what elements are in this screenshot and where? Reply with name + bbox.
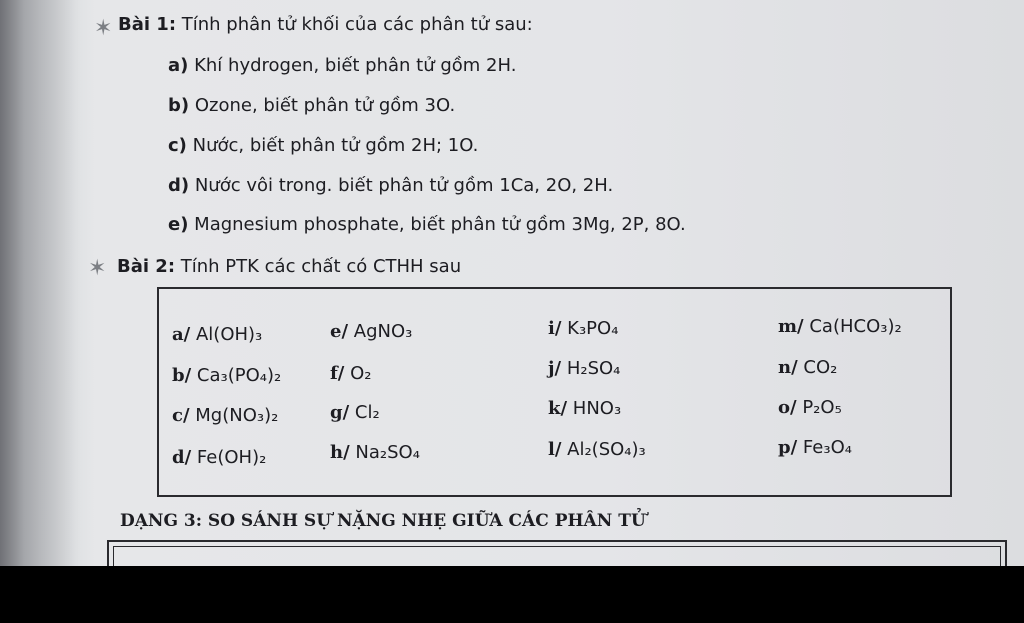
bai1-item-a (168, 55, 516, 76)
item-text: Ozone, biết phân tử gồm 3O. (189, 95, 456, 116)
star-mark-icon: ✶ (94, 16, 113, 41)
cell-label: i/ (548, 318, 562, 339)
cell-formula: K₃PO₄ (567, 318, 619, 339)
formula-cell-h (330, 442, 420, 463)
item-label: b) (168, 95, 190, 116)
formula-cell-a (172, 324, 262, 345)
cell-formula: Fe(OH)₂ (196, 447, 267, 468)
formula-cell-j (548, 358, 620, 379)
item-label: c) (168, 135, 187, 156)
cell-formula: CO₂ (803, 357, 838, 378)
bottom-black-bar (0, 566, 1024, 623)
formula-cell-d (172, 447, 266, 468)
bai2-label: Bài 2: (117, 256, 176, 277)
dang3-inner-box (113, 546, 1001, 566)
star-mark-icon: ✶ (88, 256, 107, 281)
cell-label: a/ (172, 324, 191, 345)
item-text: Magnesium phosphate, biết phân tử gồm 3Mg, 2P, 8O. (188, 214, 686, 235)
item-text: Khí hydrogen, biết phân tử gồm 2H. (188, 55, 517, 76)
cell-formula: O₂ (350, 363, 372, 384)
item-label: a) (168, 55, 189, 76)
formula-cell-m (778, 316, 902, 337)
bai2-text: Tính PTK các chất có CTHH sau (175, 256, 462, 277)
dang3-box (107, 540, 1007, 566)
formula-cell-g (330, 402, 380, 423)
cell-formula: HNO₃ (572, 398, 622, 419)
bai1-item-b (168, 95, 455, 116)
cell-label: p/ (778, 437, 798, 458)
cell-formula: Cl₂ (354, 402, 380, 423)
bai1-text: Tính phân tử khối của các phân tử sau: (176, 14, 533, 35)
formula-cell-f (330, 363, 371, 384)
item-text: Nước, biết phân tử gồm 2H; 1O. (186, 135, 479, 156)
cell-label: k/ (548, 398, 568, 419)
bai1-title (118, 14, 533, 35)
formula-cell-n (778, 357, 837, 378)
dang3-heading: DẠNG 3: SO SÁNH SỰ NẶNG NHẸ GIỮA CÁC PHÂN TỬ (120, 511, 646, 531)
formula-cell-o (778, 397, 842, 418)
cell-formula: P₂O₅ (802, 397, 842, 418)
page-gutter-shadow (0, 0, 80, 566)
cell-label: f/ (330, 363, 345, 384)
bai1-item-e (168, 214, 686, 235)
formula-cell-p (778, 437, 852, 458)
cell-label: n/ (778, 357, 798, 378)
cell-label: d/ (172, 447, 192, 468)
cell-label: g/ (330, 402, 350, 423)
cell-label: j/ (548, 358, 562, 379)
cell-label: h/ (330, 442, 350, 463)
cell-label: o/ (778, 397, 797, 418)
cell-label: c/ (172, 405, 190, 426)
formula-cell-i (548, 318, 618, 339)
cell-formula: Na₂SO₄ (355, 442, 420, 463)
cell-label: b/ (172, 365, 192, 386)
formula-cell-k (548, 398, 621, 419)
cell-formula: Fe₃O₄ (802, 437, 852, 458)
formula-cell-e (330, 321, 412, 342)
cell-formula: Ca(HCO₃)₂ (809, 316, 902, 337)
formula-cell-b (172, 365, 281, 386)
cell-formula: AgNO₃ (353, 321, 413, 342)
bai1-item-d (168, 175, 613, 196)
cell-formula: Mg(NO₃)₂ (195, 405, 279, 426)
formula-cell-c (172, 405, 278, 426)
formula-cell-l (548, 439, 646, 460)
cell-formula: H₂SO₄ (566, 358, 621, 379)
bai1-label: Bài 1: (118, 14, 177, 35)
cell-formula: Al(OH)₃ (195, 324, 263, 345)
item-label: d) (168, 175, 190, 196)
bai1-item-c (168, 135, 478, 156)
cell-label: m/ (778, 316, 804, 337)
bai2-title (117, 256, 461, 277)
item-text: Nước vôi trong. biết phân tử gồm 1Ca, 2O, 2H. (189, 175, 614, 196)
cell-formula: Al₂(SO₄)₃ (567, 439, 646, 460)
item-label: e) (168, 214, 189, 235)
cell-formula: Ca₃(PO₄)₂ (196, 365, 282, 386)
cell-label: e/ (330, 321, 349, 342)
cell-label: l/ (548, 439, 562, 460)
